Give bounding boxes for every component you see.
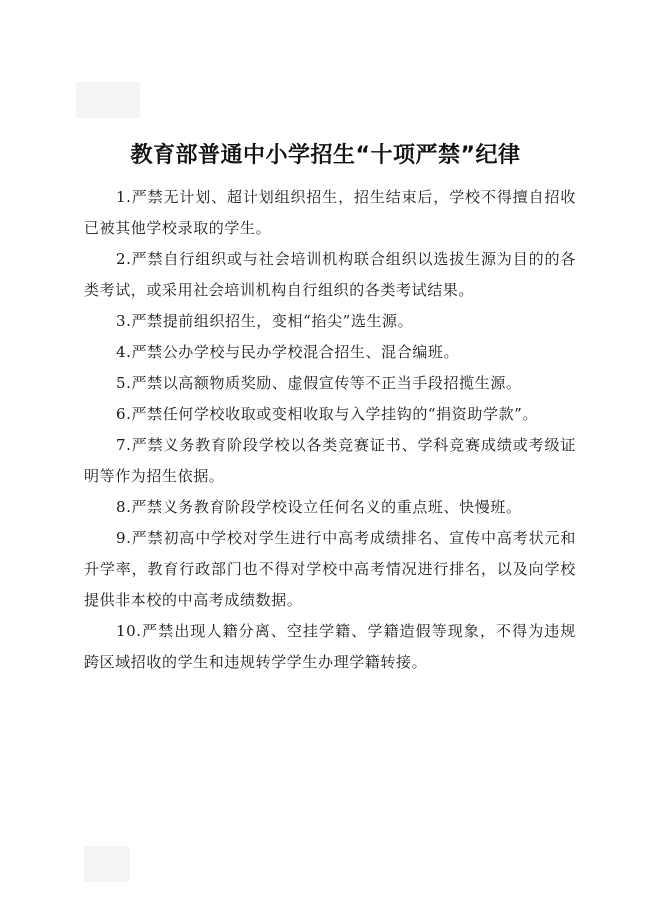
- rule-item: 5.严禁以高额物质奖励、虚假宣传等不正当手段招揽生源。: [116, 374, 522, 392]
- rule-item: 1.严禁无计划、超计划组织招生，招生结束后，学校不得擅自招收已被其他学校录取的学生。: [84, 188, 576, 237]
- rule-item: 3.严禁提前组织招生，变相“掐尖”选生源。: [116, 312, 414, 330]
- rule-item: 8.严禁义务教育阶段学校设立任何名义的重点班、快慢班。: [116, 498, 522, 516]
- rule-item: 2.严禁自行组织或与社会培训机构联合组织以选拔生源为目的的各类考试，或采用社会培训机构自行组织的各类考试结果。: [84, 250, 576, 299]
- scan-smudge: [76, 82, 140, 118]
- document-title: 教育部普通中小学招生“十项严禁”纪律: [130, 143, 521, 168]
- scan-smudge: [84, 846, 130, 882]
- rule-item: 6.严禁任何学校收取或变相收取与入学挂钩的“捐资助学款”。: [116, 405, 539, 423]
- rule-item: 4.严禁公办学校与民办学校混合招生、混合编班。: [116, 343, 460, 361]
- rule-item: 10.严禁出现人籍分离、空挂学籍、学籍造假等现象，不得为违规跨区域招收的学生和违规转学学生办理学籍转接。: [84, 622, 576, 671]
- rules-list: [84, 182, 576, 678]
- rule-item: 7.严禁义务教育阶段学校以各类竞赛证书、学科竞赛成绩或考级证明等作为招生依据。: [84, 436, 576, 485]
- rule-item: 9.严禁初高中学校对学生进行中高考成绩排名、宣传中高考状元和升学率，教育行政部门也不得对学校中高考情况进行排名，以及向学校提供非本校的中高考成绩数据。: [84, 529, 576, 609]
